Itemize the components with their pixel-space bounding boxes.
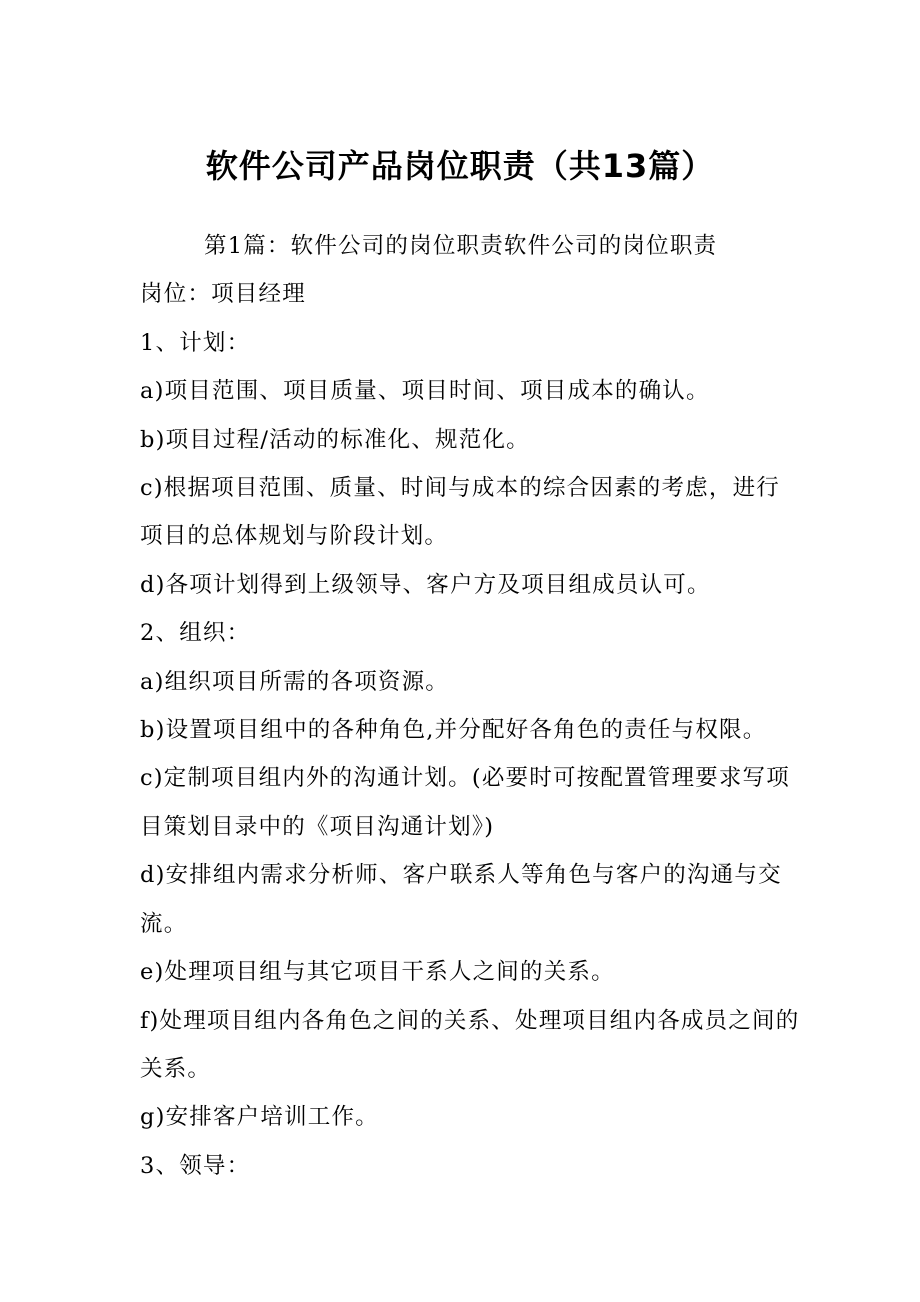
position-line: 岗位：项目经理: [140, 281, 306, 308]
document-body: [140, 222, 800, 1190]
list-item: d)各项计划得到上级领导、客户方及项目组成员认可。: [140, 571, 711, 598]
section-heading-organize: 2、组织：: [140, 620, 251, 647]
section-heading-plan: 1、计划：: [140, 329, 251, 356]
list-item: b)项目过程/活动的标准化、规范化。: [140, 426, 530, 453]
list-item: a)组织项目所需的各项资源。: [140, 668, 449, 695]
list-item: e)处理项目组与其它项目干系人之间的关系。: [140, 959, 615, 986]
list-item: c)定制项目组内外的沟通计划。(必要时可按配置管理要求写项目策划目录中的《项目沟通计划》): [140, 765, 790, 840]
list-item: c)根据项目范围、质量、时间与成本的综合因素的考虑，进行项目的总体规划与阶段计划。: [140, 475, 780, 550]
list-item: g)安排客户培训工作。: [140, 1104, 379, 1131]
list-item: b)设置项目组中的各种角色,并分配好各角色的责任与权限。: [140, 717, 767, 744]
list-item: f)处理项目组内各角色之间的关系、处理项目组内各成员之间的关系。: [140, 1007, 800, 1082]
document-title: 软件公司产品岗位职责（共13篇）: [205, 147, 715, 185]
section-heading-lead: 3、领导：: [140, 1152, 251, 1179]
chapter-heading: 第1篇：软件公司的岗位职责软件公司的岗位职责: [204, 233, 718, 259]
list-item: a)项目范围、项目质量、项目时间、项目成本的确认。: [140, 378, 710, 405]
list-item: d)安排组内需求分析师、客户联系人等角色与客户的沟通与交流。: [140, 862, 782, 937]
